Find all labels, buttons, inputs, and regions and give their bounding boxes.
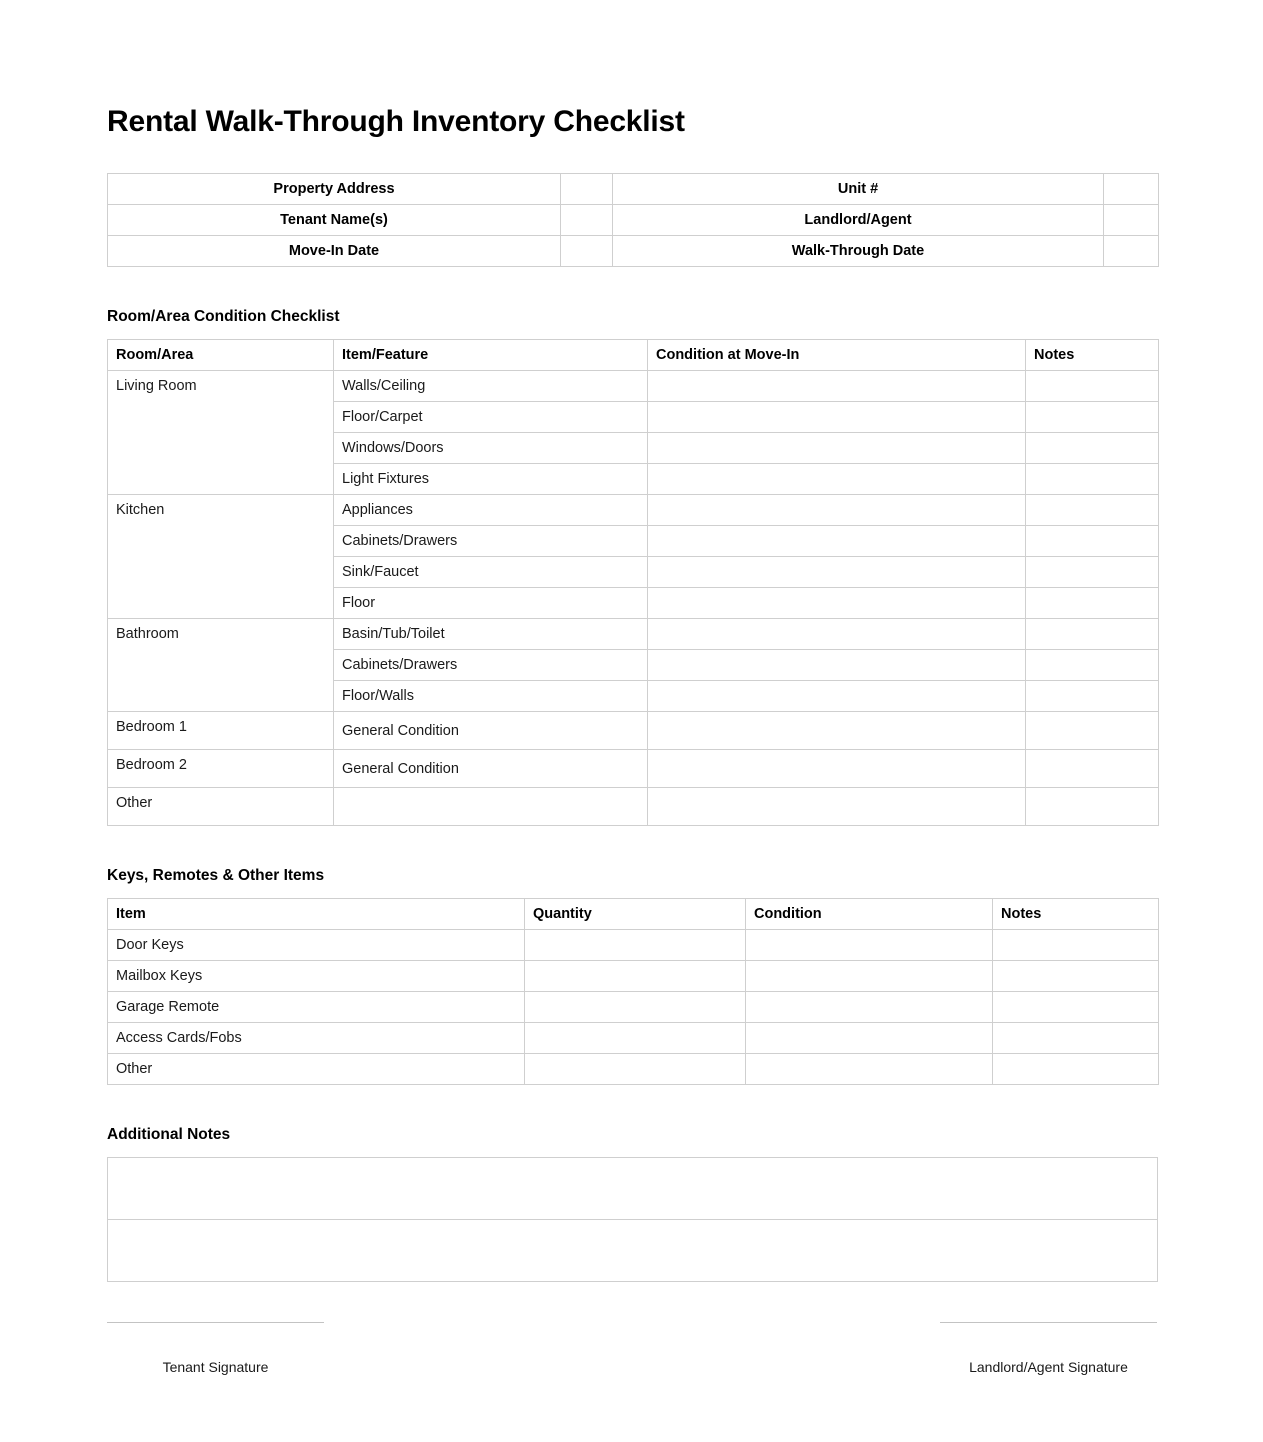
page-title: Rental Walk-Through Inventory Checklist [107, 105, 685, 138]
notes-cell[interactable] [1026, 788, 1159, 826]
additional-notes-table [107, 1157, 1158, 1282]
info-value-left[interactable] [561, 174, 613, 205]
item-feature-cell: Cabinets/Drawers [334, 526, 648, 557]
table-row [108, 495, 1159, 526]
item-feature-cell [334, 788, 648, 826]
checklist-section-heading: Room/Area Condition Checklist [107, 308, 340, 325]
item-feature-cell: Floor/Walls [334, 681, 648, 712]
room-condition-header [108, 340, 1159, 371]
table-header-row [108, 899, 1159, 930]
notes-cell[interactable] [993, 1023, 1159, 1054]
tenant-signature-block [107, 1322, 324, 1376]
item-feature-cell: Appliances [334, 495, 648, 526]
signature-block [107, 1322, 1158, 1442]
info-label-right: Walk-Through Date [613, 236, 1104, 267]
item-feature-cell: General Condition [334, 750, 648, 788]
condition-cell[interactable] [648, 712, 1026, 750]
notes-cell[interactable] [1026, 495, 1159, 526]
keys-section-heading: Keys, Remotes & Other Items [107, 867, 325, 884]
notes-cell[interactable] [993, 992, 1159, 1023]
notes-section-heading: Additional Notes [107, 1126, 231, 1143]
notes-cell[interactable] [1026, 588, 1159, 619]
info-value-right[interactable] [1104, 236, 1159, 267]
key-item-cell: Door Keys [108, 930, 525, 961]
property-info-table [107, 173, 1159, 267]
document-page [107, 0, 1158, 1442]
condition-cell[interactable] [648, 526, 1026, 557]
info-value-right[interactable] [1104, 174, 1159, 205]
condition-cell[interactable] [648, 495, 1026, 526]
info-value-left[interactable] [561, 205, 613, 236]
info-label-right: Unit # [613, 174, 1104, 205]
column-header: Quantity [525, 899, 746, 930]
room-area-cell: Bedroom 1 [108, 712, 334, 750]
condition-cell[interactable] [648, 619, 1026, 650]
keys-remotes-table [107, 898, 1159, 1085]
column-header: Room/Area [108, 340, 334, 371]
notes-cell[interactable] [993, 961, 1159, 992]
condition-cell[interactable] [746, 930, 993, 961]
condition-cell[interactable] [746, 1054, 993, 1085]
column-header: Condition [746, 899, 993, 930]
table-row [108, 1054, 1159, 1085]
notes-cell[interactable] [1026, 371, 1159, 402]
key-item-cell: Access Cards/Fobs [108, 1023, 525, 1054]
quantity-cell[interactable] [525, 961, 746, 992]
table-row [108, 961, 1159, 992]
column-header: Item/Feature [334, 340, 648, 371]
info-label-left: Move-In Date [108, 236, 561, 267]
additional-notes-body [108, 1158, 1158, 1282]
info-label-right: Landlord/Agent [613, 205, 1104, 236]
item-feature-cell: Windows/Doors [334, 433, 648, 464]
column-header: Notes [1026, 340, 1159, 371]
key-item-cell: Other [108, 1054, 525, 1085]
info-row [108, 236, 1159, 267]
column-header: Item [108, 899, 525, 930]
room-area-cell: Living Room [108, 371, 334, 495]
column-header: Notes [993, 899, 1159, 930]
condition-cell[interactable] [746, 1023, 993, 1054]
info-label-left: Tenant Name(s) [108, 205, 561, 236]
notes-cell[interactable] [1026, 433, 1159, 464]
item-feature-cell: Light Fixtures [334, 464, 648, 495]
condition-cell[interactable] [648, 402, 1026, 433]
notes-row [108, 1158, 1158, 1220]
table-row [108, 992, 1159, 1023]
room-area-cell: Bedroom 2 [108, 750, 334, 788]
room-condition-body [108, 371, 1159, 826]
item-feature-cell: Cabinets/Drawers [334, 650, 648, 681]
room-area-cell: Bathroom [108, 619, 334, 712]
notes-line[interactable] [108, 1158, 1158, 1220]
notes-cell[interactable] [1026, 402, 1159, 433]
keys-remotes-body [108, 930, 1159, 1085]
notes-cell[interactable] [993, 930, 1159, 961]
item-feature-cell: Sink/Faucet [334, 557, 648, 588]
item-feature-cell: Walls/Ceiling [334, 371, 648, 402]
room-area-cell: Kitchen [108, 495, 334, 619]
table-row [108, 619, 1159, 650]
quantity-cell[interactable] [525, 1023, 746, 1054]
notes-cell[interactable] [1026, 619, 1159, 650]
condition-cell[interactable] [648, 464, 1026, 495]
quantity-cell[interactable] [525, 930, 746, 961]
notes-row [108, 1220, 1158, 1282]
condition-cell[interactable] [648, 557, 1026, 588]
column-header: Condition at Move-In [648, 340, 1026, 371]
room-area-cell: Other [108, 788, 334, 826]
condition-cell[interactable] [648, 750, 1026, 788]
condition-cell[interactable] [648, 588, 1026, 619]
landlord-signature-label: Landlord/Agent Signature [969, 1359, 1128, 1375]
keys-remotes-header [108, 899, 1159, 930]
info-row [108, 205, 1159, 236]
table-row [108, 1023, 1159, 1054]
condition-cell[interactable] [648, 433, 1026, 464]
notes-cell[interactable] [993, 1054, 1159, 1085]
quantity-cell[interactable] [525, 1054, 746, 1085]
condition-cell[interactable] [746, 961, 993, 992]
notes-cell[interactable] [1026, 526, 1159, 557]
table-row [108, 750, 1159, 788]
table-row [108, 712, 1159, 750]
condition-cell[interactable] [648, 650, 1026, 681]
notes-cell[interactable] [1026, 681, 1159, 712]
notes-cell[interactable] [1026, 650, 1159, 681]
table-row [108, 930, 1159, 961]
key-item-cell: Mailbox Keys [108, 961, 525, 992]
table-row [108, 788, 1159, 826]
info-row [108, 174, 1159, 205]
info-value-right[interactable] [1104, 205, 1159, 236]
key-item-cell: Garage Remote [108, 992, 525, 1023]
condition-cell[interactable] [746, 992, 993, 1023]
notes-line[interactable] [108, 1220, 1158, 1282]
table-row [108, 371, 1159, 402]
room-condition-table [107, 339, 1159, 826]
info-value-left[interactable] [561, 236, 613, 267]
item-feature-cell: Floor/Carpet [334, 402, 648, 433]
condition-cell[interactable] [648, 788, 1026, 826]
quantity-cell[interactable] [525, 992, 746, 1023]
condition-cell[interactable] [648, 681, 1026, 712]
condition-cell[interactable] [648, 371, 1026, 402]
notes-cell[interactable] [1026, 464, 1159, 495]
tenant-signature-label: Tenant Signature [162, 1359, 269, 1375]
notes-cell[interactable] [1026, 750, 1159, 788]
notes-cell[interactable] [1026, 712, 1159, 750]
notes-cell[interactable] [1026, 557, 1159, 588]
item-feature-cell: Floor [334, 588, 648, 619]
property-info-body [108, 174, 1159, 267]
table-header-row [108, 340, 1159, 371]
landlord-signature-block [940, 1322, 1157, 1376]
item-feature-cell: Basin/Tub/Toilet [334, 619, 648, 650]
info-label-left: Property Address [108, 174, 561, 205]
item-feature-cell: General Condition [334, 712, 648, 750]
